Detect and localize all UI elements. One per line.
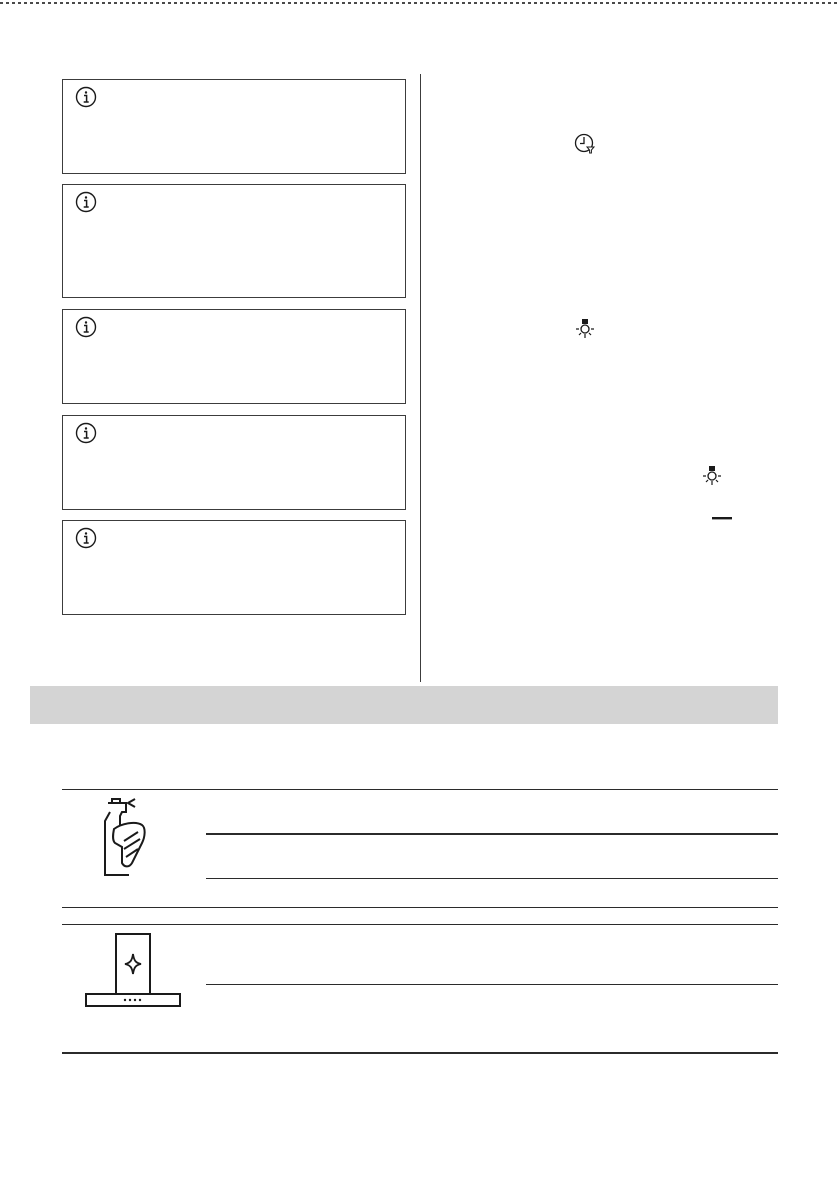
timer-filter-icon [573,132,597,156]
table-bottom-rule [62,1052,778,1054]
info-box-4 [62,415,406,510]
column-divider [420,74,421,682]
info-box-5 [62,520,406,615]
minus-bar-icon [712,516,734,522]
table-row2-top-rule [62,924,778,925]
table-row1-mid-rule [206,833,778,835]
info-box-1 [62,79,406,174]
info-icon [75,527,97,549]
info-icon [75,316,97,338]
info-box-2 [62,184,406,298]
light-bulb-icon [573,318,597,340]
table-row1-bottom-subrule [206,878,778,879]
section-heading-band [30,686,778,724]
info-icon [75,422,97,444]
table-row2-mid-rule [206,984,778,985]
info-icon [75,191,97,213]
table-row-separator [62,907,778,908]
info-box-3 [62,309,406,404]
page-top-dashed-rule [0,2,839,10]
info-icon [75,86,97,108]
cooker-hood-clean-icon [84,932,182,1008]
spray-bottle-cloth-icon [100,795,160,879]
light-bulb-icon [700,465,724,487]
table-top-rule [62,789,778,790]
